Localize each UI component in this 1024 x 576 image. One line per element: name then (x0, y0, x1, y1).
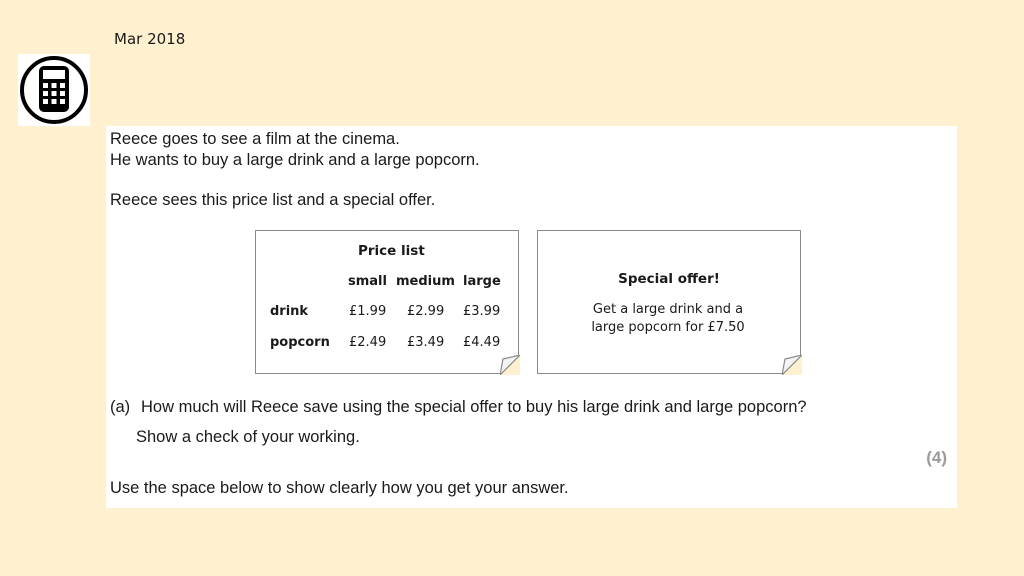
column-header-large: large (463, 274, 501, 289)
column-header-small: small (348, 274, 387, 289)
page-curl-icon (782, 355, 802, 375)
price-drink-medium: £2.99 (407, 304, 445, 319)
special-offer-card (537, 230, 801, 374)
row-label-drink: drink (270, 304, 309, 319)
page-curl-icon (500, 355, 520, 375)
price-drink-large: £3.99 (463, 304, 501, 319)
special-offer-line-2: large popcorn for £7.50 (591, 320, 745, 335)
question-panel (106, 126, 957, 508)
price-list-title: Price list (358, 243, 425, 259)
marks-label: (4) (926, 448, 947, 467)
column-header-medium: medium (396, 274, 455, 289)
part-a-question: How much will Reece save using the special offer to buy his large drink and large popcorn? (141, 398, 807, 416)
special-offer-title: Special offer! (618, 271, 720, 287)
price-popcorn-medium: £3.49 (407, 335, 445, 350)
special-offer-line-1: Get a large drink and a (592, 302, 744, 317)
row-label-popcorn: popcorn (270, 335, 330, 350)
calculator-icon (18, 54, 90, 126)
part-a-subtext: Show a check of your working. (136, 428, 360, 446)
date-label: Mar 2018 (114, 30, 186, 48)
intro-line-3: Reece sees this price list and a special offer. (110, 191, 436, 209)
intro-line-2: He wants to buy a large drink and a large popcorn. (110, 151, 480, 169)
price-list-card (255, 230, 519, 374)
price-popcorn-large: £4.49 (463, 335, 501, 350)
part-a-label: (a) (110, 398, 131, 416)
intro-line-1: Reece goes to see a film at the cinema. (110, 130, 400, 148)
price-drink-small: £1.99 (349, 304, 387, 319)
answer-instruction: Use the space below to show clearly how you get your answer. (110, 479, 569, 497)
price-popcorn-small: £2.49 (349, 335, 387, 350)
